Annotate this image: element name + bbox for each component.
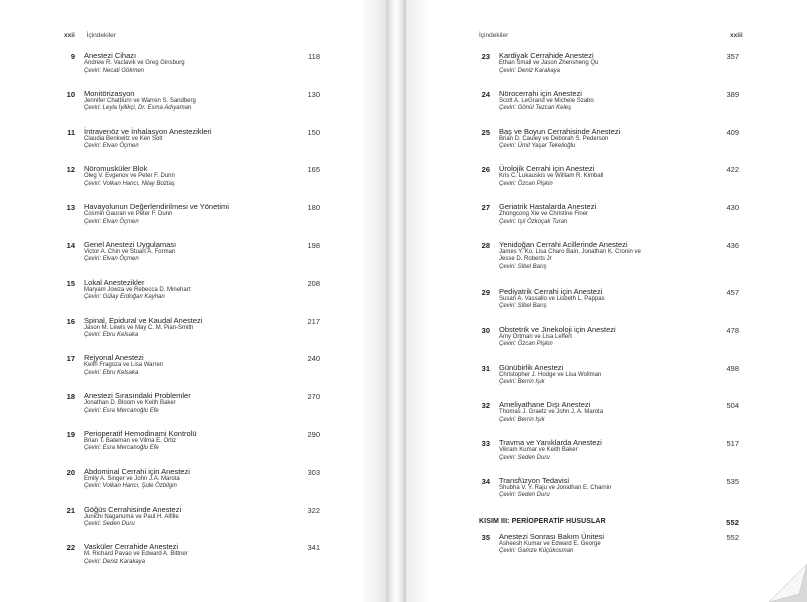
part-title: KISIM III: PERİOPERATİF HUSUSLAR (479, 517, 606, 525)
chapter-title: Transfüzyon Tedavisi (499, 475, 570, 485)
chapter-page-number: 517 (726, 439, 739, 449)
chapter-number: 27 (481, 203, 490, 213)
book-gutter (386, 0, 406, 602)
chapter-number: 31 (481, 363, 490, 373)
chapter-number: 29 (481, 287, 490, 297)
chapter-translator: Çeviri: Işıl Özkoçak Turan (499, 218, 568, 225)
chapter-title: Ürolojik Cerrahi için Anestezi (499, 164, 595, 174)
left-page (0, 0, 388, 602)
chapter-authors: Junichi Naganuma ve Paul H. Alfille (84, 513, 179, 520)
chapter-number: 22 (66, 543, 75, 553)
chapter-page-number: 430 (726, 203, 739, 213)
chapter-title: Vasküler Cerrahide Anestezi (84, 542, 179, 552)
chapter-authors: Jennifer Chatburn ve Warren S. Sandberg (84, 97, 196, 104)
chapter-page-number: 198 (307, 240, 320, 250)
toc-entry[interactable] (479, 51, 739, 89)
toc-entry[interactable] (64, 316, 320, 354)
chapter-authors: M. Richard Pavao ve Edward A. Bittner (84, 551, 188, 558)
chapter-authors: Vikram Kumar ve Keith Baker (499, 447, 578, 454)
chapter-title: Nörocerrahi için Anestezi (499, 88, 582, 98)
toc-entry[interactable] (64, 278, 320, 316)
chapter-translator: Çeviri: Leyla İyilikçi, Dr. Esma Adıyaman (84, 105, 192, 112)
chapter-authors: Kris C. Lukauskis ve William R. Kimball (499, 173, 604, 180)
toc-entry[interactable] (479, 400, 739, 438)
chapter-authors: Victor A. Chin ve Stuart A. Forman (84, 248, 176, 255)
toc-entry[interactable] (64, 127, 320, 165)
chapter-authors: Asheesh Kumar ve Edward E. George (499, 540, 601, 547)
chapter-title: Nöromusküler Blok (84, 164, 148, 174)
left-toc-list (64, 51, 320, 580)
chapter-authors: Claudia Benkwitz ve Ken Solt (84, 135, 163, 142)
chapter-title: Lokal Anestezikler (84, 277, 145, 287)
chapter-authors-continued: Jesse D. Roberts Jr (499, 256, 552, 263)
chapter-page-number: 478 (726, 325, 739, 335)
chapter-number: 18 (66, 392, 75, 402)
chapter-page-number: 436 (726, 240, 739, 250)
chapter-authors: Jason M. Lewis ve May C. M. Pian-Smith (84, 324, 194, 331)
chapter-page-number: 357 (726, 52, 739, 61)
chapter-translator: Çeviri: Gönül Tezcan Keleş (499, 105, 572, 112)
chapter-title: Göğüs Cerrahisinde Anestezi (84, 504, 182, 514)
toc-entry[interactable] (479, 325, 739, 363)
chapter-number: 12 (66, 165, 75, 175)
toc-entry[interactable] (64, 429, 320, 467)
chapter-page-number: 150 (307, 127, 320, 137)
chapter-number: 14 (66, 240, 75, 250)
chapter-number: 21 (66, 505, 75, 515)
chapter-title: Baş ve Boyun Cerrahisinde Anestezi (499, 126, 621, 136)
chapter-title: Anestezi Sırasındaki Problemler (84, 391, 191, 401)
chapter-translator: Çeviri: Seden Duru (84, 521, 135, 528)
toc-entry[interactable] (479, 363, 739, 401)
chapter-authors: Keith Fragoza ve Lisa Warren (84, 362, 164, 369)
toc-entry[interactable] (64, 164, 320, 202)
chapter-title: Pediyatrik Cerrahi için Anestezi (499, 286, 603, 296)
chapter-page-number: 552 (726, 532, 739, 542)
chapter-authors: Thomas J. Graetz ve John J. A. Marota (499, 409, 604, 416)
chapter-translator: Çeviri: Esra Mercanoğlu Efe (84, 407, 159, 414)
chapter-authors: Shubha V. Y. Raju ve Jonathan E. Charnin (499, 484, 612, 491)
chapter-number: 35 (481, 532, 490, 542)
chapter-page-number: 457 (726, 287, 739, 297)
toc-entry[interactable] (64, 542, 320, 580)
chapter-translator: Çeviri: Deniz Karakaya (499, 67, 561, 74)
part-page-number: 552 (726, 517, 739, 527)
chapter-translator: Çeviri: Ebru Kelsaka (84, 369, 139, 376)
chapter-translator: Çeviri: Elvan Öçmen (84, 218, 139, 225)
chapter-title: Yenidoğan Cerrahi Acillerinde Anestezi (499, 239, 628, 249)
chapter-title: Ameliyathane Dışı Anestezi (499, 400, 591, 410)
chapter-number: 34 (481, 476, 490, 486)
toc-entry[interactable] (64, 240, 320, 278)
chapter-title: Spinal, Epidural ve Kaudal Anestezi (84, 315, 203, 325)
chapter-page-number: 341 (307, 543, 320, 553)
chapter-number: 33 (481, 439, 490, 449)
chapter-authors: Jonathan D. Bloom ve Keith Baker (84, 400, 176, 407)
chapter-translator: Çeviri: Esra Mercanoğlu Efe (84, 445, 159, 452)
chapter-title: Geriatrik Hastalarda Anestezi (499, 202, 597, 212)
chapter-authors: Maryam Jowza ve Rebecca D. Minehart (84, 286, 191, 293)
chapter-title: Günübirlik Anestezi (499, 362, 564, 372)
chapter-title: Perioperatif Hemodinami Kontrolü (84, 428, 197, 438)
chapter-authors: Brian D. Cauley ve Deborah S. Pederson (499, 135, 609, 142)
chapter-translator: Çeviri: Özcan Pişkin (499, 341, 553, 348)
chapter-number: 17 (66, 354, 75, 364)
chapter-title: Anestezi Cihazı (84, 51, 137, 60)
chapter-number: 13 (66, 203, 75, 213)
chapter-translator: Çeviri: Sibel Barış (499, 303, 547, 310)
chapter-title: Monitörizasyon (84, 88, 135, 98)
chapter-page-number: 504 (726, 401, 739, 411)
toc-entry[interactable] (479, 287, 739, 325)
chapter-translator: Çeviri: Sibel Barış (499, 263, 547, 270)
chapter-authors: Cosmin Gauran ve Peter F. Dunn (84, 211, 173, 218)
chapter-authors: Christopher J. Hodge ve Lisa Wollman (499, 371, 602, 378)
toc-entry[interactable] (64, 467, 320, 505)
chapter-translator: Çeviri: Elvan Öçmen (84, 143, 139, 150)
chapter-title: Anestezi Sonrası Bakım Ünitesi (499, 531, 605, 541)
toc-entry[interactable] (479, 438, 739, 476)
right-page-number: xxiii (730, 32, 743, 39)
toc-entry[interactable] (479, 127, 739, 165)
toc-entry[interactable] (64, 202, 320, 240)
left-page-number: xxii (64, 32, 75, 39)
chapter-page-number: 130 (307, 89, 320, 99)
chapter-title: Kardiyak Cerrahide Anestezi (499, 51, 594, 60)
toc-entry[interactable] (479, 476, 739, 514)
chapter-page-number: 498 (726, 363, 739, 373)
left-running-header (64, 32, 116, 39)
chapter-title: Abdominal Cerrahi için Anestezi (84, 466, 190, 476)
chapter-translator: Çeviri: Özcan Pişkin (499, 180, 553, 187)
toc-entry[interactable] (64, 89, 320, 127)
chapter-title: Genel Anestezi Uygulaması (84, 239, 177, 249)
chapter-number: 11 (67, 127, 75, 137)
toc-entry[interactable] (64, 505, 320, 543)
chapter-number: 26 (481, 165, 490, 175)
chapter-authors: Brian T. Bateman ve Vilma E. Ortiz (84, 437, 177, 444)
chapter-page-number: 165 (307, 165, 320, 175)
chapter-translator: Çeviri: Gülay Erdoğan Kayhan (84, 294, 165, 301)
chapter-page-number: 208 (307, 278, 320, 288)
chapter-authors: Susan A. Vassallo ve Lisbeth L. Pappas (499, 295, 605, 302)
toc-entry[interactable] (479, 240, 739, 287)
chapter-translator: Çeviri: Seden Duru (499, 454, 550, 461)
chapter-number: 25 (481, 127, 490, 137)
chapter-title: Obstetrik ve Jinekoloji için Anestezi (499, 324, 616, 334)
chapter-page-number: 180 (307, 203, 320, 213)
chapter-page-number: 118 (308, 52, 320, 61)
chapter-number: 20 (66, 467, 75, 477)
chapter-translator: Çeviri: Gamze Küçükosman (499, 548, 574, 555)
chapter-title: Travma ve Yanıklarda Anestezi (499, 438, 602, 448)
toc-entry[interactable] (64, 353, 320, 391)
toc-entry[interactable] (479, 532, 739, 570)
page-curl-icon (769, 564, 807, 602)
chapter-translator: Çeviri: Ebru Kelsaka (84, 332, 139, 339)
chapter-page-number: 389 (726, 89, 739, 99)
right-header-title: İçindekiler (479, 32, 509, 39)
chapter-translator: Çeviri: Berrin Işık (499, 416, 545, 423)
chapter-translator: Çeviri: Necati Gökmen (84, 67, 145, 74)
chapter-page-number: 422 (726, 165, 739, 175)
chapter-page-number: 217 (307, 316, 320, 326)
chapter-number: 28 (481, 240, 490, 250)
chapter-number: 19 (66, 429, 75, 439)
chapter-title: İntravenöz ve İnhalasyon Anestezikleri (84, 126, 212, 136)
chapter-page-number: 303 (307, 467, 320, 477)
chapter-number: 30 (481, 325, 490, 335)
chapter-number: 32 (481, 401, 490, 411)
chapter-number: 9 (70, 52, 75, 61)
chapter-number: 16 (66, 316, 75, 326)
chapter-authors: Emily A. Singer ve John J.A. Marota (84, 475, 180, 482)
chapter-number: 15 (66, 278, 75, 288)
chapter-translator: Çeviri: Volkan Hancı, Şule Özbilgin (84, 483, 177, 490)
chapter-authors: Amy Ortman ve Lisa Leffert (499, 333, 572, 340)
chapter-translator: Çeviri: Volkan Hancı, Nilay Boztaş (84, 180, 175, 187)
chapter-authors: James Y. Ko, Lisa Charo Bain, Jonathan K. Cronin ve (499, 248, 641, 255)
part-heading (479, 518, 739, 532)
chapter-authors: Scott A. LeGrand ve Michele Szabo (499, 97, 594, 104)
chapter-translator: Çeviri: Elvan Öçmen (84, 256, 139, 263)
chapter-authors: Andrew R. Vaclavik ve Greg Ginsburg (84, 60, 185, 66)
chapter-translator: Çeviri: Seden Duru (499, 492, 550, 499)
toc-entry[interactable] (479, 202, 739, 240)
chapter-title: Rejyonal Anestezi (84, 353, 144, 363)
right-toc-list (479, 51, 739, 570)
chapter-page-number: 290 (307, 429, 320, 439)
right-chapter-list (479, 51, 739, 514)
chapter-page-number: 535 (726, 476, 739, 486)
chapter-number: 23 (481, 52, 490, 61)
chapter-number: 10 (66, 89, 75, 99)
chapter-page-number: 322 (307, 505, 320, 515)
chapter-translator: Çeviri: Deniz Karakaya (84, 558, 146, 565)
chapter-page-number: 409 (726, 127, 739, 137)
chapter-page-number: 240 (307, 354, 320, 364)
toc-entry[interactable] (64, 391, 320, 429)
toc-entry[interactable] (479, 164, 739, 202)
chapter-translator: Çeviri: Berrin Işık (499, 379, 545, 386)
chapter-title: Havayolunun Değerlendirilmesi ve Yönetimi (84, 202, 229, 212)
chapter-number: 24 (481, 89, 490, 99)
left-header-title: İçindekiler (86, 32, 116, 39)
chapter-translator: Çeviri: Ümit Yaşar Tekelioğlu (499, 143, 576, 150)
chapter-authors: Zhongcong Xie ve Christine Finer (499, 211, 589, 218)
chapter-authors: Oleg V. Evgenov ve Peter F. Dunn (84, 173, 175, 180)
toc-entry[interactable] (479, 89, 739, 127)
toc-entry[interactable] (64, 51, 320, 89)
chapter-authors: Ethan Small ve Jason Zhensheng Qu (499, 60, 599, 66)
right-page (404, 0, 807, 602)
chapter-page-number: 270 (307, 392, 320, 402)
